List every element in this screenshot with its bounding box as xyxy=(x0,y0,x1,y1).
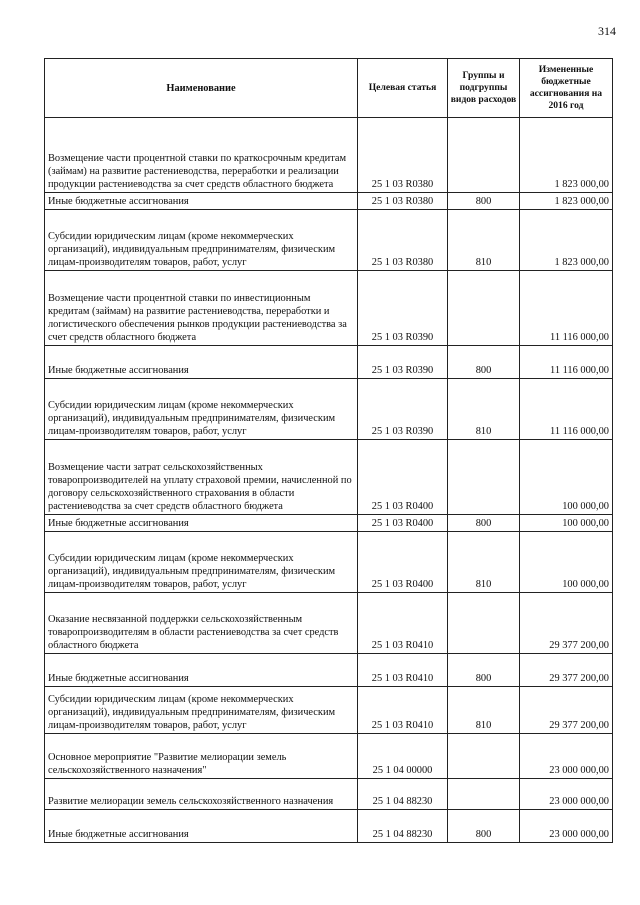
page-number: 314 xyxy=(598,24,616,38)
table-row xyxy=(45,210,613,271)
table-header-row xyxy=(45,59,613,118)
row-name-cell: Субсидии юридическим лицам (кроме некоммерческих организаций), индивидуальным предпринимателям, физическим лицам-производителям товаров, работ, услуг xyxy=(45,687,358,734)
table-row xyxy=(45,118,613,193)
row-amount-cell: 100 000,00 xyxy=(520,440,613,515)
table-row xyxy=(45,346,613,379)
row-group-cell: 800 xyxy=(448,515,520,532)
table-row xyxy=(45,515,613,532)
row-name-cell: Развитие мелиорации земель сельскохозяйственного назначения xyxy=(45,779,358,810)
row-group-cell: 810 xyxy=(448,210,520,271)
row-amount-cell: 11 116 000,00 xyxy=(520,346,613,379)
table-row xyxy=(45,687,613,734)
row-target-cell: 25 1 03 R0390 xyxy=(358,271,448,346)
table-body xyxy=(45,118,613,843)
row-group-cell: 810 xyxy=(448,687,520,734)
row-name-cell: Субсидии юридическим лицам (кроме некоммерческих организаций), индивидуальным предпринимателям, физическим лицам-производителям товаров, работ, услуг xyxy=(45,532,358,593)
row-amount-cell: 1 823 000,00 xyxy=(520,193,613,210)
header-group: Группы и подгруппы видов расходов xyxy=(448,59,520,118)
row-name-cell: Возмещение части процентной ставки по инвестиционным кредитам (займам) на развитие растениеводства, переработки и логистического обеспечения рынков продукции растениеводства за счет средств областного бюджета xyxy=(45,271,358,346)
row-amount-cell: 100 000,00 xyxy=(520,515,613,532)
header-name: Наименование xyxy=(45,59,358,118)
row-group-cell xyxy=(448,118,520,193)
row-name-cell: Субсидии юридическим лицам (кроме некоммерческих организаций), индивидуальным предпринимателям, физическим лицам-производителям товаров, работ, услуг xyxy=(45,210,358,271)
row-group-cell: 800 xyxy=(448,193,520,210)
row-name-cell: Возмещение части затрат сельскохозяйственных товаропроизводителей на уплату страховой премии, начисленной по договору сельскохозяйственного страхования в области растениеводства за счет средств областного бюджета xyxy=(45,440,358,515)
row-group-cell xyxy=(448,271,520,346)
row-name-cell: Иные бюджетные ассигнования xyxy=(45,654,358,687)
row-amount-cell: 1 823 000,00 xyxy=(520,210,613,271)
row-group-cell xyxy=(448,734,520,779)
row-name-cell: Субсидии юридическим лицам (кроме некоммерческих организаций), индивидуальным предпринимателям, физическим лицам-производителям товаров, работ, услуг xyxy=(45,379,358,440)
budget-table xyxy=(44,58,613,843)
row-group-cell: 810 xyxy=(448,379,520,440)
table-row xyxy=(45,734,613,779)
row-name-cell: Основное мероприятие "Развитие мелиорации земель сельскохозяйственного назначения" xyxy=(45,734,358,779)
row-group-cell xyxy=(448,440,520,515)
row-amount-cell: 29 377 200,00 xyxy=(520,593,613,654)
table-row xyxy=(45,271,613,346)
row-name-cell: Иные бюджетные ассигнования xyxy=(45,515,358,532)
row-amount-cell: 29 377 200,00 xyxy=(520,654,613,687)
table-row xyxy=(45,593,613,654)
row-target-cell: 25 1 03 R0390 xyxy=(358,346,448,379)
header-target: Целевая статья xyxy=(358,59,448,118)
row-name-cell: Оказание несвязанной поддержки сельскохозяйственным товаропроизводителям в области растениеводства за счет средств областного бюджета xyxy=(45,593,358,654)
row-target-cell: 25 1 03 R0400 xyxy=(358,440,448,515)
row-group-cell: 810 xyxy=(448,532,520,593)
row-name-cell: Иные бюджетные ассигнования xyxy=(45,810,358,843)
row-name-cell: Иные бюджетные ассигнования xyxy=(45,346,358,379)
row-group-cell: 800 xyxy=(448,810,520,843)
row-group-cell xyxy=(448,593,520,654)
row-group-cell: 800 xyxy=(448,346,520,379)
table-row xyxy=(45,810,613,843)
row-group-cell xyxy=(448,779,520,810)
row-target-cell: 25 1 03 R0410 xyxy=(358,593,448,654)
row-target-cell: 25 1 03 R0400 xyxy=(358,532,448,593)
row-amount-cell: 100 000,00 xyxy=(520,532,613,593)
row-target-cell: 25 1 03 R0410 xyxy=(358,654,448,687)
row-amount-cell: 23 000 000,00 xyxy=(520,810,613,843)
table-row xyxy=(45,379,613,440)
table-row xyxy=(45,779,613,810)
row-target-cell: 25 1 03 R0380 xyxy=(358,210,448,271)
row-target-cell: 25 1 04 00000 xyxy=(358,734,448,779)
row-amount-cell: 11 116 000,00 xyxy=(520,271,613,346)
table-row xyxy=(45,193,613,210)
row-target-cell: 25 1 03 R0380 xyxy=(358,118,448,193)
row-target-cell: 25 1 03 R0380 xyxy=(358,193,448,210)
row-target-cell: 25 1 03 R0410 xyxy=(358,687,448,734)
row-name-cell: Иные бюджетные ассигнования xyxy=(45,193,358,210)
row-target-cell: 25 1 04 88230 xyxy=(358,810,448,843)
table-row xyxy=(45,440,613,515)
header-amount: Измененные бюджетные ассигнования на 2016 год xyxy=(520,59,613,118)
row-target-cell: 25 1 04 88230 xyxy=(358,779,448,810)
row-amount-cell: 11 116 000,00 xyxy=(520,379,613,440)
row-target-cell: 25 1 03 R0390 xyxy=(358,379,448,440)
table-row xyxy=(45,532,613,593)
table-row xyxy=(45,654,613,687)
row-amount-cell: 29 377 200,00 xyxy=(520,687,613,734)
row-amount-cell: 23 000 000,00 xyxy=(520,734,613,779)
row-amount-cell: 1 823 000,00 xyxy=(520,118,613,193)
row-group-cell: 800 xyxy=(448,654,520,687)
row-amount-cell: 23 000 000,00 xyxy=(520,779,613,810)
row-name-cell: Возмещение части процентной ставки по краткосрочным кредитам (займам) на развитие растениеводства, переработки и реализации продукции растениеводства за счет средств областного бюджета xyxy=(45,118,358,193)
row-target-cell: 25 1 03 R0400 xyxy=(358,515,448,532)
